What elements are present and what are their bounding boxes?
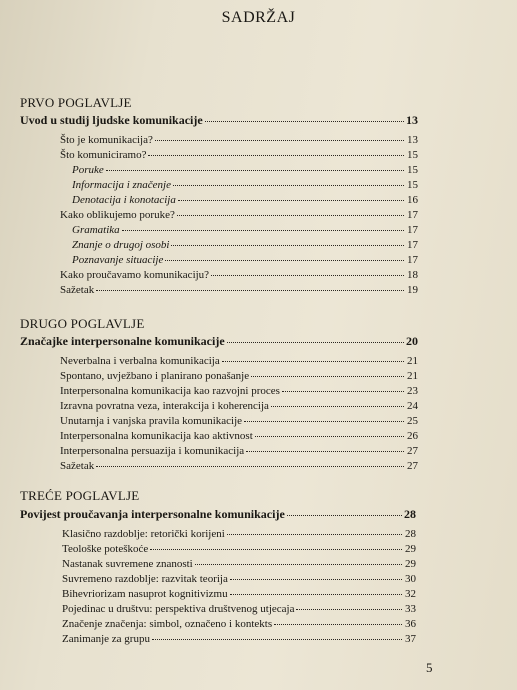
toc-subentry: [72, 239, 418, 253]
toc-entry: [60, 385, 418, 399]
dot-leader: [227, 526, 402, 535]
entry-text: Sažetak: [60, 460, 95, 472]
page-ref: 24: [407, 400, 418, 412]
page-ref: 25: [407, 415, 418, 427]
page-ref: 18: [407, 269, 418, 281]
dot-leader: [155, 132, 404, 141]
page-ref: 29: [405, 543, 416, 555]
dot-leader: [230, 586, 402, 595]
dot-leader: [178, 192, 404, 201]
page-ref: 20: [406, 334, 418, 348]
page-ref: 13: [406, 113, 418, 127]
page-ref: 17: [407, 239, 418, 251]
chapter-title: Povijest proučavanja interpersonalne komunikacije: [20, 507, 285, 521]
dot-leader: [255, 428, 404, 437]
toc-entry: [62, 588, 416, 602]
entry-text: Teološke poteškoće: [62, 543, 149, 555]
page-ref: 27: [407, 445, 418, 457]
page-ref: 15: [407, 149, 418, 161]
toc-entry: [60, 445, 418, 459]
page-ref: 37: [405, 633, 416, 645]
toc-entry: [60, 149, 418, 163]
dot-leader: [211, 267, 404, 276]
page-ref: 32: [405, 588, 416, 600]
toc-entry: [62, 528, 416, 542]
entry-text: Neverbalna i verbalna komunikacija: [60, 355, 220, 367]
page-ref: 30: [405, 573, 416, 585]
entry-text: Unutarnja i vanjska pravila komunikacije: [60, 415, 243, 427]
page-ref: 15: [407, 179, 418, 191]
toc-entry: [60, 134, 418, 148]
page-ref: 17: [407, 254, 418, 266]
page-ref: 26: [407, 430, 418, 442]
dot-leader: [96, 282, 404, 291]
dot-leader: [246, 443, 404, 452]
entry-text: Klasično razdoblje: retorički korijeni: [62, 528, 225, 540]
page-ref: 33: [405, 603, 416, 615]
dot-leader: [96, 458, 404, 467]
dot-leader: [287, 507, 402, 516]
chapter-3-label: TREĆE POGLAVLJE: [20, 488, 140, 503]
toc-subentry: [72, 224, 418, 238]
chapter-title: Značajke interpersonalne komunikacije: [20, 334, 225, 348]
page-ref: 15: [407, 164, 418, 176]
page-ref: 21: [407, 355, 418, 367]
entry-text: Što je komunikacija?: [60, 134, 153, 146]
toc-entry: [60, 209, 418, 223]
entry-text: Suvremeno razdoblje: razvitak teorija: [62, 573, 228, 585]
toc-subentry: [72, 254, 418, 268]
toc-entry: [60, 430, 418, 444]
entry-text: Kako oblikujemo poruke?: [60, 209, 175, 221]
chapter-2-title-entry: [20, 334, 418, 348]
toc-entry: [60, 269, 418, 283]
entry-text: Bihevriorizam nasuprot kognitivizmu: [62, 588, 228, 600]
entry-text: Interpersonalna komunikacija kao razvojni proces: [60, 385, 280, 397]
entry-text: Nastanak suvremene znanosti: [62, 558, 193, 570]
chapter-title: Uvod u studij ljudske komunikacije: [20, 113, 203, 127]
entry-text: Poznavanje situacije: [72, 254, 164, 266]
dot-leader: [106, 162, 404, 171]
toc-entry: [62, 618, 416, 632]
entry-text: Interpersonalna persuazija i komunikacija: [60, 445, 245, 457]
dot-leader: [274, 616, 402, 625]
toc-entry: [60, 460, 418, 474]
page-ref: 23: [407, 385, 418, 397]
toc-entry: [60, 400, 418, 414]
dot-leader: [171, 237, 404, 246]
dot-leader: [150, 541, 402, 550]
toc-subentry: [72, 179, 418, 193]
toc-entry: [60, 284, 418, 298]
toc-entry: [62, 573, 416, 587]
toc-entry: [62, 543, 416, 557]
dot-leader: [251, 368, 404, 377]
page-title: SADRŽAJ: [221, 9, 296, 26]
dot-leader: [282, 383, 404, 392]
dot-leader: [173, 177, 404, 186]
toc-subentry: [72, 194, 418, 208]
entry-text: Sažetak: [60, 284, 95, 296]
dot-leader: [165, 252, 404, 261]
toc-entry: [62, 558, 416, 572]
chapter-3-title-entry: [20, 507, 416, 521]
entry-text: Pojedinac u društvu: perspektiva društvenog utjecaja: [62, 603, 295, 615]
entry-text: Interpersonalna komunikacija kao aktivnost: [60, 430, 253, 442]
dot-leader: [271, 398, 404, 407]
entry-text: Značenje značenja: simbol, označeno i kontekts: [62, 618, 273, 630]
chapter-2-label: DRUGO POGLAVLJE: [20, 316, 145, 331]
dot-leader: [152, 631, 402, 640]
page-ref: 19: [407, 284, 418, 296]
entry-text: Izravna povratna veza, interakcija i koherencija: [60, 400, 269, 412]
dot-leader: [177, 207, 404, 216]
entry-text: Denotacija i konotacija: [72, 194, 176, 206]
entry-text: Znanje o drugoj osobi: [72, 239, 170, 251]
dot-leader: [222, 353, 404, 362]
page-ref: 28: [404, 507, 416, 521]
toc-entry: [62, 633, 416, 647]
dot-leader: [230, 571, 402, 580]
page-ref: 13: [407, 134, 418, 146]
entry-text: Gramatika: [72, 224, 120, 236]
entry-text: Što komuniciramo?: [60, 149, 147, 161]
dot-leader: [205, 113, 404, 122]
dot-leader: [227, 334, 404, 343]
page-number: 5: [426, 660, 433, 675]
entry-text: Poruke: [72, 164, 104, 176]
toc-entry: [60, 415, 418, 429]
page-ref: 16: [407, 194, 418, 206]
toc-entry: [60, 370, 418, 384]
page-ref: 28: [405, 528, 416, 540]
page-ref: 21: [407, 370, 418, 382]
entry-text: Zanimanje za grupu: [62, 633, 150, 645]
dot-leader: [148, 147, 404, 156]
page-ref: 17: [407, 224, 418, 236]
entry-text: Kako proučavamo komunikaciju?: [60, 269, 210, 281]
entry-text: Spontano, uvježbano i planirano ponašanje: [60, 370, 250, 382]
chapter-1-title-entry: [20, 113, 418, 127]
chapter-1-label: PRVO POGLAVLJE: [20, 95, 132, 110]
page-ref: 27: [407, 460, 418, 472]
entry-text: Informacija i značenje: [72, 179, 171, 191]
dot-leader: [122, 222, 404, 231]
page-ref: 29: [405, 558, 416, 570]
toc-entry: [62, 603, 416, 617]
page-ref: 17: [407, 209, 418, 221]
dot-leader: [296, 601, 402, 610]
toc-entry: [60, 355, 418, 369]
toc-subentry: [72, 164, 418, 178]
dot-leader: [244, 413, 404, 422]
page-ref: 36: [405, 618, 416, 630]
dot-leader: [195, 556, 402, 565]
